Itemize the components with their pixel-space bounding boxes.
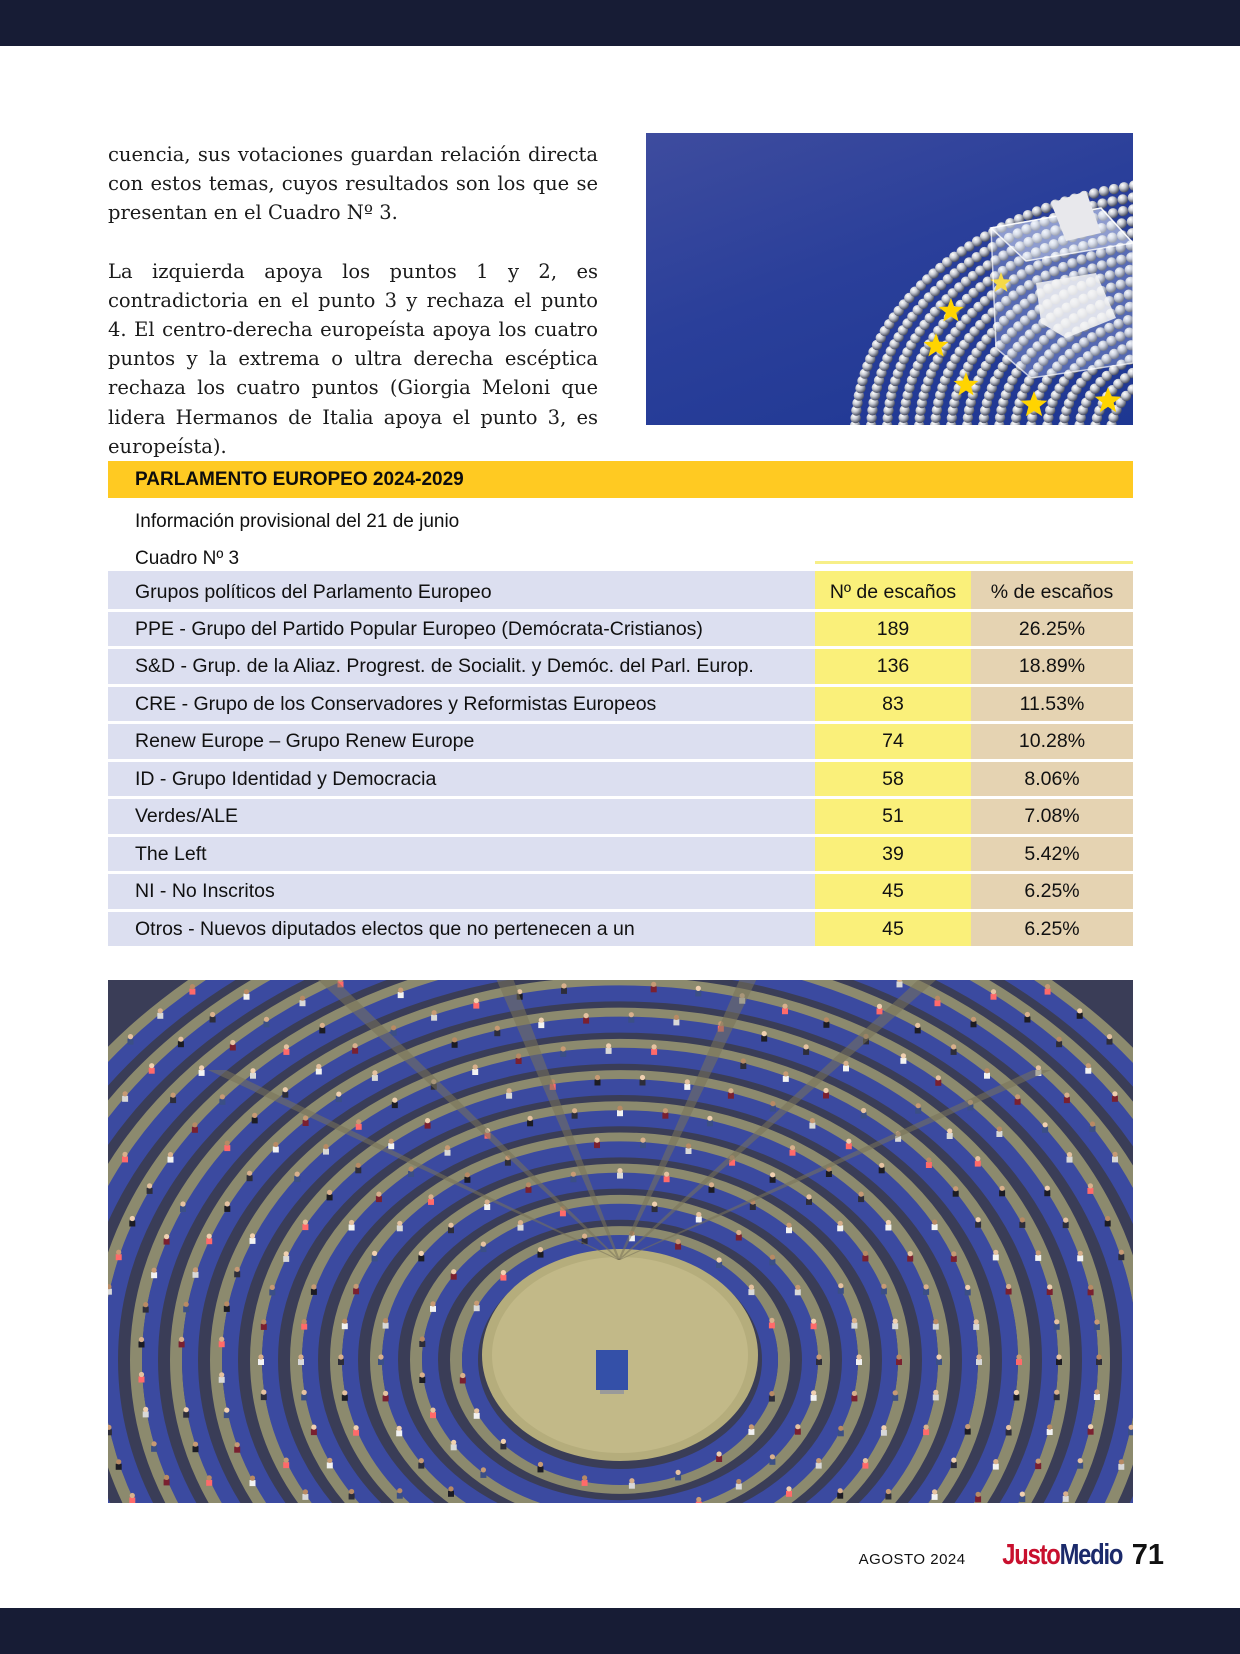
page-footer bbox=[859, 1532, 1164, 1572]
seat-percent: 11.53% bbox=[971, 687, 1133, 722]
paragraph-2: La izquierda apoya los puntos 1 y 2, es contradictoria en el punto 3 y rechaza el punto 4. El centro-derecha europeísta apoya los cuatro puntos y la extrema o ultra derecha escéptica rechaza los cuatro puntos (Giorgia Meloni que lidera Hermanos de Italia apoya el punto 3, es europeísta). bbox=[108, 259, 598, 458]
group-name: S&D - Grup. de la Aliaz. Progrest. de Socialit. y Demóc. del Parl. Europ. bbox=[108, 649, 815, 684]
article-body-text bbox=[108, 140, 598, 461]
seat-count: 74 bbox=[815, 724, 971, 759]
table-row bbox=[108, 609, 1133, 647]
group-name: The Left bbox=[108, 837, 815, 872]
logo-part-justo: Justo bbox=[1001, 1539, 1060, 1571]
seat-percent: 10.28% bbox=[971, 724, 1133, 759]
seat-count: 83 bbox=[815, 687, 971, 722]
seat-count: 45 bbox=[815, 874, 971, 909]
header-group: Grupos políticos del Parlamento Europeo bbox=[108, 571, 815, 609]
issue-date: AGOSTO 2024 bbox=[858, 1551, 966, 1568]
table-row bbox=[108, 684, 1133, 722]
group-name: NI - No Inscritos bbox=[108, 874, 815, 909]
group-name: CRE - Grupo de los Conservadores y Reformistas Europeos bbox=[108, 687, 815, 722]
group-name: Otros - Nuevos diputados electos que no pertenecen a un bbox=[108, 912, 815, 947]
table-row bbox=[108, 721, 1133, 759]
group-name: ID - Grupo Identidad y Democracia bbox=[108, 762, 815, 797]
seats-table bbox=[108, 571, 1133, 946]
seat-percent: 6.25% bbox=[971, 874, 1133, 909]
seat-count: 136 bbox=[815, 649, 971, 684]
table-caption: Cuadro Nº 3 bbox=[135, 548, 240, 569]
table-row bbox=[108, 834, 1133, 872]
seat-percent: 8.06% bbox=[971, 762, 1133, 797]
table-subtitle: Información provisional del 21 de junio bbox=[135, 511, 460, 532]
table-row bbox=[108, 646, 1133, 684]
ballot-box-parliament-image bbox=[646, 133, 1133, 425]
bottom-dark-bar bbox=[0, 1608, 1240, 1654]
seat-percent: 5.42% bbox=[971, 837, 1133, 872]
page-number: 71 bbox=[1131, 1539, 1164, 1571]
seat-count: 51 bbox=[815, 799, 971, 834]
logo-part-medio: Medio bbox=[1059, 1539, 1122, 1571]
seat-percent: 7.08% bbox=[971, 799, 1133, 834]
group-name: PPE - Grupo del Partido Popular Europeo (Demócrata-Cristianos) bbox=[108, 612, 815, 647]
group-name: Verdes/ALE bbox=[108, 799, 815, 834]
table-row bbox=[108, 871, 1133, 909]
hemicycle-photo bbox=[108, 980, 1133, 1503]
seat-percent: 26.25% bbox=[971, 612, 1133, 647]
seat-count: 189 bbox=[815, 612, 971, 647]
seat-percent: 18.89% bbox=[971, 649, 1133, 684]
seat-percent: 6.25% bbox=[971, 912, 1133, 947]
seat-count: 45 bbox=[815, 912, 971, 947]
table-row bbox=[108, 909, 1133, 947]
header-percent: % de escaños bbox=[971, 571, 1133, 609]
seat-count: 58 bbox=[815, 762, 971, 797]
magazine-logo bbox=[1002, 1539, 1122, 1572]
top-dark-bar bbox=[0, 0, 1240, 46]
table-yellow-accent bbox=[815, 561, 1133, 564]
table-title: PARLAMENTO EUROPEO 2024-2029 bbox=[108, 461, 1133, 498]
table-header-row bbox=[108, 571, 1133, 609]
seat-count: 39 bbox=[815, 837, 971, 872]
header-seats: Nº de escaños bbox=[815, 571, 971, 609]
group-name: Renew Europe – Grupo Renew Europe bbox=[108, 724, 815, 759]
table-row bbox=[108, 796, 1133, 834]
paragraph-1: cuencia, sus votaciones guardan relación directa con estos temas, cuyos resultados son los que se presentan en el Cuadro Nº 3. bbox=[108, 143, 598, 225]
table-row bbox=[108, 759, 1133, 797]
